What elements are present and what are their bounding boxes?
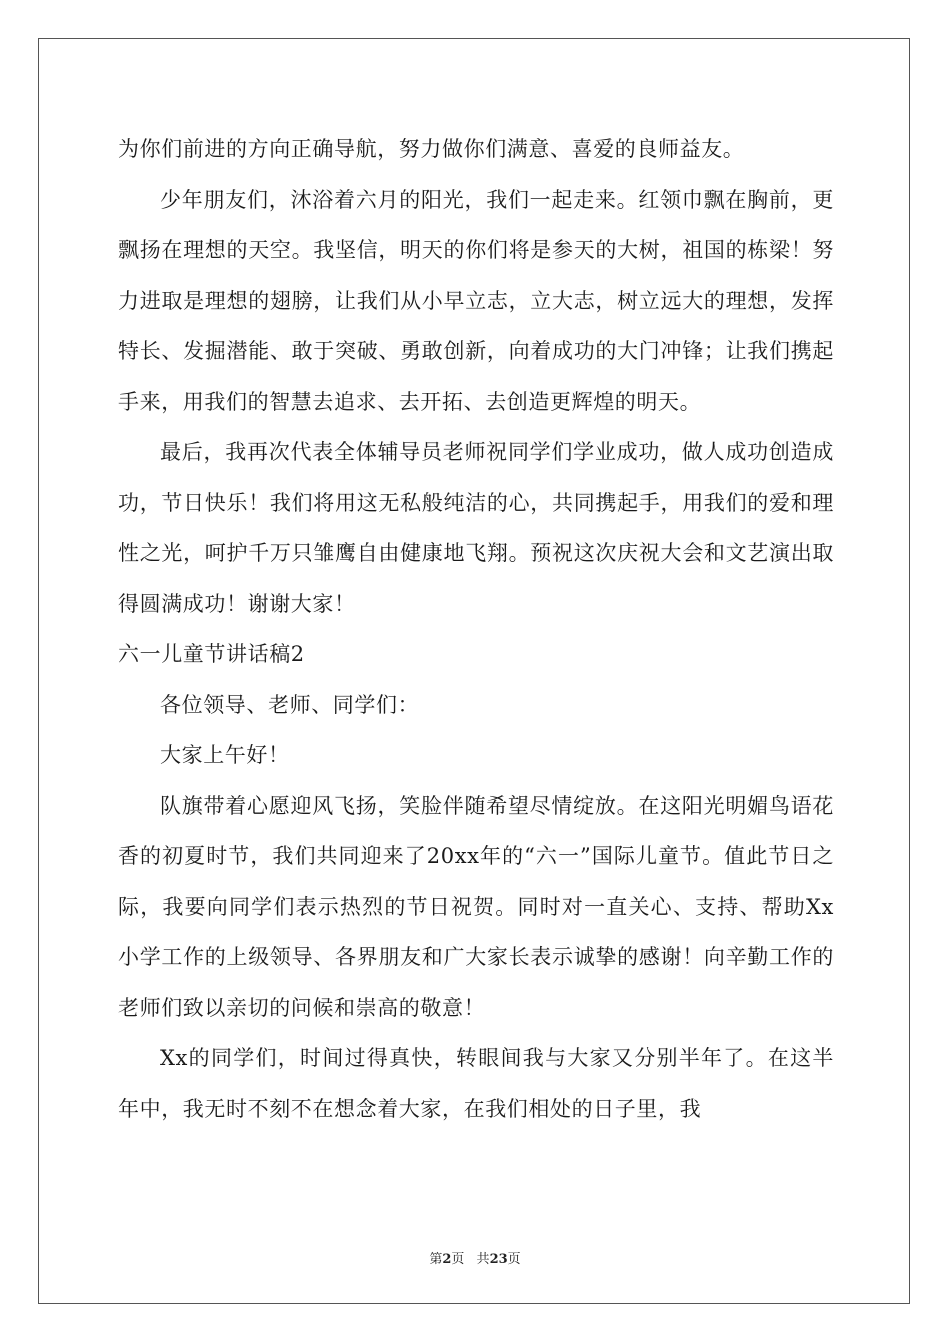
- total-prefix: 共: [476, 1252, 490, 1267]
- section-heading: 六一儿童节讲话稿2: [118, 642, 305, 666]
- page-number: 2: [442, 1252, 452, 1267]
- page-footer: [0, 1248, 950, 1267]
- total-pages: 23: [489, 1252, 508, 1267]
- total-suffix: 页: [507, 1252, 521, 1267]
- document-body: [118, 124, 834, 1134]
- salutation: 各位领导、老师、同学们：: [160, 692, 420, 717]
- total-indicator: [477, 1252, 521, 1267]
- page-prefix: 第: [429, 1252, 443, 1267]
- page-indicator: [429, 1252, 464, 1267]
- page-suffix: 页: [451, 1252, 465, 1267]
- greeting: 大家上午好！: [160, 743, 290, 767]
- paragraph: Xx的同学们，时间过得真快，转眼间我与大家又分别半年了。在这半年中，我无时不刻不在想念着大家，在我们相处的日子里，我: [118, 1046, 834, 1121]
- paragraph: 最后，我再次代表全体辅导员老师祝同学们学业成功，做人成功创造成功，节日快乐！我们将用这无私般纯洁的心，共同携起手，用我们的爱和理性之光，呵护千万只雏鹰自由健康地飞翔。预祝这次庆祝大会和文艺演出取得圆满成功！谢谢大家！: [118, 440, 834, 616]
- paragraph-continuation: 为你们前进的方向正确导航，努力做你们满意、喜爱的良师益友。: [118, 137, 745, 161]
- paragraph: 队旗带着心愿迎风飞扬，笑脸伴随希望尽情绽放。在这阳光明媚鸟语花香的初夏时节，我们共同迎来了20xx年的“六一”国际儿童节。值此节日之际，我要向同学们表示热烈的节日祝贺。同时对一直关心、支持、帮助Xx小学工作的上级领导、各界朋友和广大家长表示诚挚的感谢！向辛勤工作的老师们致以亲切的问候和崇高的敬意！: [118, 793, 834, 1020]
- paragraph: 少年朋友们，沐浴着六月的阳光，我们一起走来。红领巾飘在胸前，更飘扬在理想的天空。我坚信，明天的你们将是参天的大树，祖国的栋梁！努力进取是理想的翅膀，让我们从小早立志，立大志，树立远大的理想，发挥特长、发掘潜能、敢于突破、勇敢创新，向着成功的大门冲锋；让我们携起手来，用我们的智慧去追求、去开拓、去创造更辉煌的明天。: [118, 187, 834, 414]
